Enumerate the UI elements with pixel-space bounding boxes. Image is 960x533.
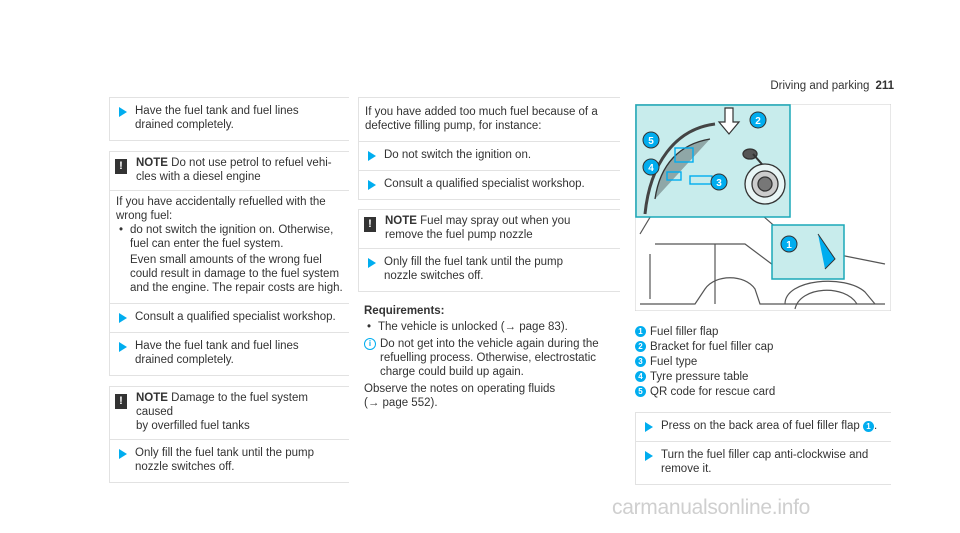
step-arrow-icon — [368, 180, 376, 190]
list-item — [116, 223, 343, 251]
note-title-line: Damage to the fuel system caused — [136, 392, 308, 418]
bullet-list — [116, 223, 343, 251]
step-text-line: Only fill the fuel tank until the pump — [135, 447, 314, 459]
flap-location-panel — [772, 225, 844, 279]
note-title-line: by overfilled fuel tanks — [136, 420, 250, 432]
info-line: Do not get into the vehicle again during the — [380, 338, 599, 350]
watermark-text: carmanualsonline.info — [612, 496, 810, 519]
warning-icon: ! — [115, 159, 127, 174]
step-arrow-icon — [119, 342, 127, 352]
note-label: NOTE — [385, 215, 417, 227]
page-header — [770, 79, 894, 93]
legend-number: 2 — [635, 341, 646, 352]
fuel-filler-illustration — [635, 104, 891, 311]
callout-2: 2 — [755, 116, 761, 127]
step-text: Press on the back area of fuel filler flap — [661, 420, 860, 432]
callout-5: 5 — [648, 136, 654, 147]
paragraph-line: and the engine. The repair costs are high. — [130, 282, 343, 294]
callout-4: 4 — [648, 163, 654, 174]
page-number: 211 — [875, 80, 894, 92]
info-icon: i — [364, 338, 376, 350]
bullet-list — [364, 320, 614, 334]
info-line: charge could build up again. — [380, 366, 524, 378]
instruction-step — [635, 412, 891, 442]
legend-text: Fuel filler flap — [650, 326, 719, 338]
note-heading — [110, 152, 349, 190]
note-label: NOTE — [136, 392, 168, 404]
instruction-step — [359, 141, 620, 170]
intro-text — [359, 98, 620, 141]
note-text-line: wrong fuel: — [116, 210, 173, 222]
step-text-line: drained completely. — [135, 119, 234, 131]
warning-icon: ! — [115, 394, 127, 409]
indented-paragraph — [116, 253, 343, 295]
column-2 — [358, 97, 620, 410]
step-text-line: Have the fuel tank and fuel lines — [135, 340, 299, 352]
step-arrow-icon — [119, 107, 127, 117]
list-item-line: fuel can enter the fuel system. — [130, 238, 284, 250]
callout-1: 1 — [786, 240, 792, 251]
inline-callout-1: 1 — [863, 421, 874, 432]
legend-text: Tyre pressure table — [650, 371, 749, 383]
paragraph-line: could result in damage to the fuel system — [130, 268, 340, 280]
note-heading — [359, 210, 620, 248]
step-arrow-icon — [368, 151, 376, 161]
step-text-line: Have the fuel tank and fuel lines — [135, 105, 299, 117]
legend-item — [635, 340, 891, 355]
figure-legend — [635, 325, 891, 485]
step-text-line: nozzle switches off. — [384, 270, 484, 282]
note-title-line: remove the fuel pump nozzle — [385, 229, 533, 241]
note-heading — [110, 387, 349, 439]
instruction-step — [110, 332, 349, 375]
callout-3: 3 — [716, 178, 722, 189]
instruction-step — [359, 248, 620, 291]
intro-line: If you have added too much fuel because of a — [365, 106, 598, 118]
step-text-line: nozzle switches off. — [135, 461, 235, 473]
requirements-heading: Requirements: — [364, 305, 445, 317]
info-line: refuelling process. Otherwise, electrostatic — [380, 352, 597, 364]
step-text-line: Only fill the fuel tank until the pump — [384, 256, 563, 268]
note-label: NOTE — [136, 157, 168, 169]
instruction-step — [110, 439, 349, 482]
step-text-line: remove it. — [661, 463, 712, 475]
step-arrow-icon — [645, 422, 653, 432]
legend-item — [635, 325, 891, 340]
legend-number: 3 — [635, 356, 646, 367]
list-item: • The vehicle is unlocked (→ page 83). — [364, 320, 614, 334]
observe-line: (→ page 552). — [364, 397, 438, 409]
column-1 — [109, 97, 349, 483]
instruction-step — [110, 303, 349, 332]
note-box — [109, 386, 349, 483]
instruction-step — [109, 97, 349, 141]
note-title-line: cles with a diesel engine — [136, 171, 261, 183]
instruction-step — [359, 170, 620, 199]
legend-text: Fuel type — [650, 356, 698, 368]
step-arrow-icon — [645, 451, 653, 461]
step-text-line: Consult a qualified specialist workshop. — [135, 311, 336, 323]
step-arrow-icon — [368, 258, 376, 268]
section-title: Driving and parking — [770, 80, 870, 92]
legend-number: 5 — [635, 386, 646, 397]
procedure-box — [358, 97, 620, 200]
legend-number: 1 — [635, 326, 646, 337]
paragraph-line: Even small amounts of the wrong fuel — [130, 254, 322, 266]
step-text-line: Do not switch the ignition on. — [384, 149, 532, 161]
legend-text: QR code for rescue card — [650, 386, 776, 398]
step-text-line: drained completely. — [135, 354, 234, 366]
warning-icon: ! — [364, 217, 376, 232]
step-text-end: . — [874, 420, 878, 432]
note-text-line: If you have accidentally refuelled with the — [116, 196, 326, 208]
list-item-line: • do not switch the ignition on. Otherwise, — [130, 224, 334, 236]
instruction-step — [635, 442, 891, 485]
note-title-line: Fuel may spray out when you — [420, 215, 571, 227]
legend-number: 4 — [635, 371, 646, 382]
requirements-section — [358, 292, 620, 410]
observe-text — [364, 382, 614, 410]
observe-line: Observe the notes on operating fluids — [364, 383, 556, 395]
car-diagram-svg — [635, 104, 891, 311]
step-arrow-icon — [119, 313, 127, 323]
legend-text: Bracket for fuel filler cap — [650, 341, 774, 353]
note-title-line: Do not use petrol to refuel vehi- — [171, 157, 332, 169]
step-text-line: Turn the fuel filler cap anti-clockwise and — [661, 449, 869, 461]
legend-item — [635, 355, 891, 370]
legend-item — [635, 370, 891, 385]
legend-item — [635, 385, 891, 400]
step-text-line: Consult a qualified specialist workshop. — [384, 178, 585, 190]
info-hint — [364, 337, 614, 379]
intro-line: defective filling pump, for instance: — [365, 120, 542, 132]
note-box — [358, 209, 620, 292]
step-arrow-icon — [119, 449, 127, 459]
note-body — [110, 190, 349, 303]
note-box — [109, 151, 349, 376]
